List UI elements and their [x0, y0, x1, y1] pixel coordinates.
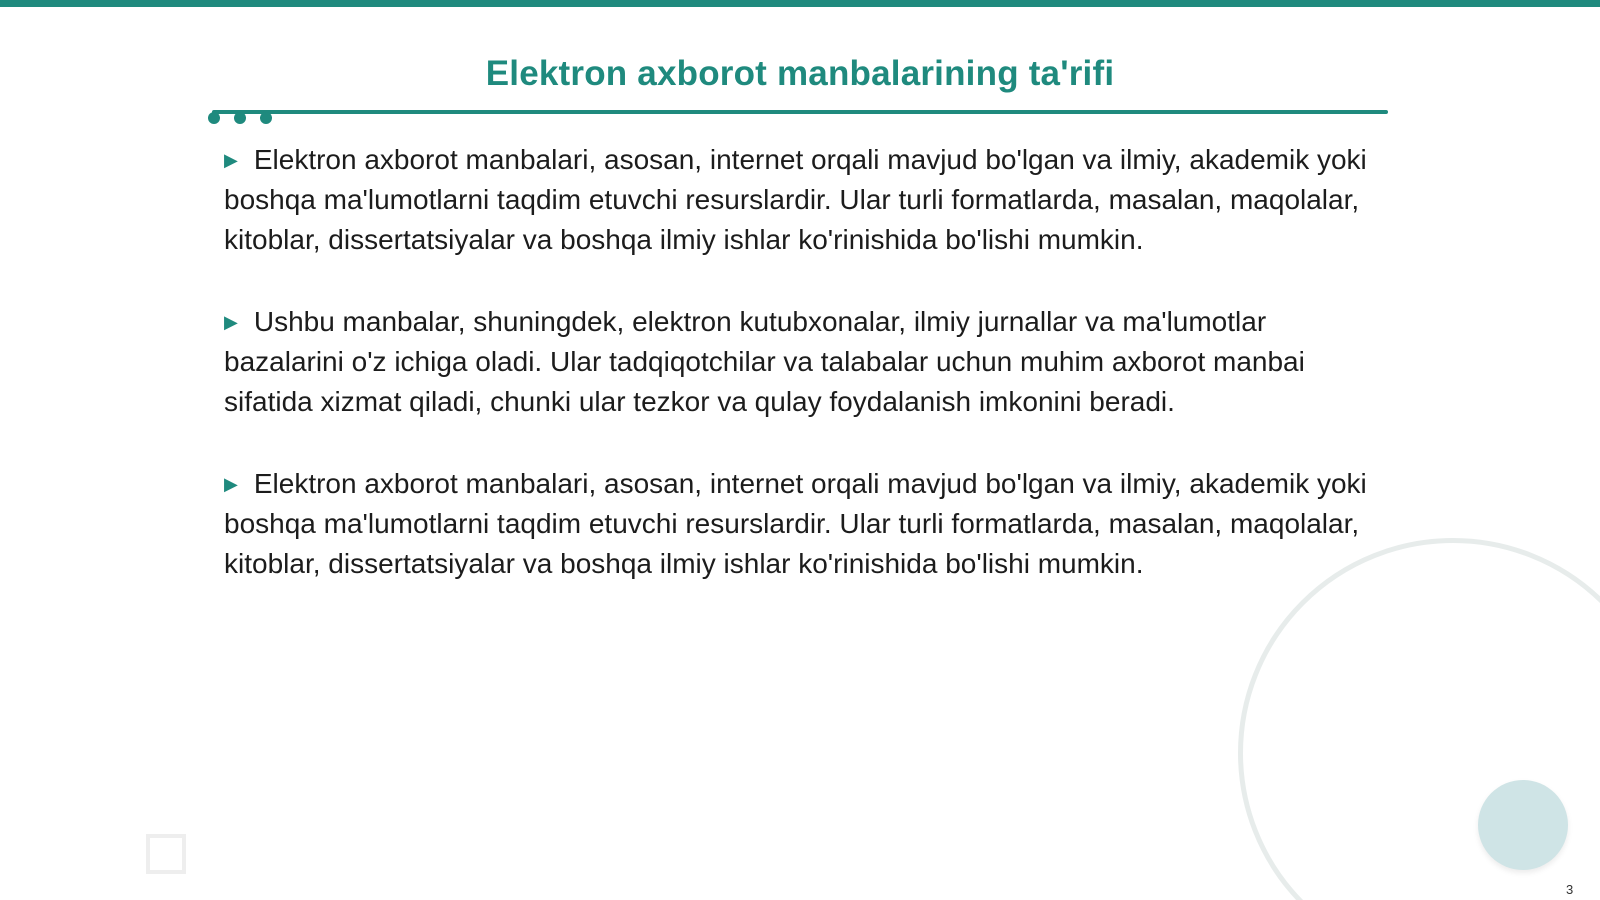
page-number: 3: [1566, 882, 1574, 897]
triangle-right-icon: ▶: [224, 474, 238, 494]
decorative-circle: [1478, 780, 1568, 870]
decorative-square: [146, 834, 186, 874]
bullet-item: [224, 140, 1374, 260]
title-underline: [212, 110, 1388, 114]
bullet-text: Elektron axborot manbalari, asosan, internet orqali mavjud bo'lgan va ilmiy, akademik yoki boshqa ma'lumotlarni taqdim etuvchi resurslardir. Ular turli formatlarda, masalan, maqolalar, kitoblar, dissertatsiyalar va boshqa ilmiy ishlar ko'rinishida bo'lishi mumkin.: [224, 144, 1367, 255]
underline-dot: [260, 112, 272, 124]
triangle-right-icon: ▶: [224, 312, 238, 332]
bullet-text: Elektron axborot manbalari, asosan, internet orqali mavjud bo'lgan va ilmiy, akademik yoki boshqa ma'lumotlarni taqdim etuvchi resurslardir. Ular turli formatlarda, masalan, maqolalar, kitoblar, dissertatsiyalar va boshqa ilmiy ishlar ko'rinishida bo'lishi mumkin.: [224, 468, 1367, 579]
bullet-item: [224, 302, 1374, 422]
slide-title: Elektron axborot manbalarining ta'rifi: [485, 54, 1115, 93]
underline-dot: [208, 112, 220, 124]
bullet-text: Ushbu manbalar, shuningdek, elektron kutubxonalar, ilmiy jurnallar va ma'lumotlar bazalarini o'z ichiga oladi. Ular tadqiqotchilar va talabalar uchun muhim axborot manbai sifatida xizmat qiladi, chunki ular tezkor va qulay foydalanish imkonini beradi.: [224, 306, 1305, 417]
top-accent-bar: [0, 0, 1600, 7]
underline-dot: [234, 112, 246, 124]
triangle-right-icon: ▶: [224, 150, 238, 170]
bullet-list: [224, 140, 1374, 626]
bullet-item: [224, 464, 1374, 584]
